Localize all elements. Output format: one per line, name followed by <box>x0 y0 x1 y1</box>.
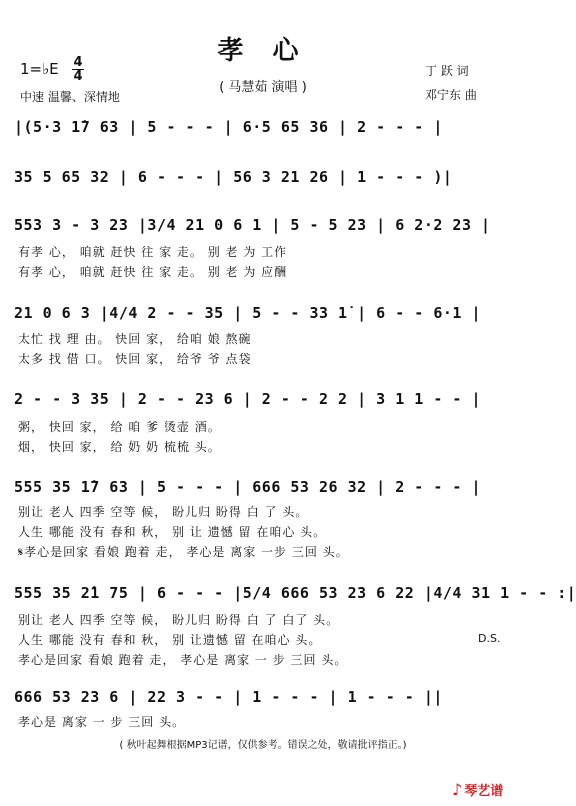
singer-credit: ( 马慧茹 演唱 ) <box>219 80 307 95</box>
transcription-note: ( 秋叶起舞根据MP3记谱，仅供参考。错误之处，敬请批评指正。) <box>119 740 407 751</box>
site-logo[interactable] <box>452 780 503 799</box>
time-signature <box>72 56 84 83</box>
dal-segno-mark: D.S. <box>478 632 501 645</box>
lyric-line: 𝄋孝心是回家 看娘 跑着 走， 孝心是 离家 一步 三回 头。 <box>18 545 349 559</box>
key-signature: 1=♭E <box>20 60 59 78</box>
score-line-6: 555 35 1̇7 63 | 5 - - - | 666 53 26 32 | 2 - - - | <box>14 478 482 496</box>
tempo-marking: 中速 温馨、深情地 <box>20 90 120 104</box>
composer: 邓宁东 曲 <box>425 88 477 102</box>
lyric-line: 孝心是回家 看娘 跑着 走， 孝心是 离家 一 步 三回 头。 <box>18 653 348 667</box>
music-note-icon: ♪ <box>452 780 463 799</box>
lyric-line: 烟， 快回 家， 给 奶 奶 梳梳 头。 <box>18 440 221 454</box>
score-line-1: |(5·3 1̇7 63 | 5 - - - | 6·5 65 36 | 2 - - - | <box>14 118 443 136</box>
lyric-line: 粥， 快回 家， 给 咱 爹 烫壶 酒。 <box>18 420 221 434</box>
lyric-line: 别让 老人 四季 空等 候， 盼儿归 盼得 白 了 头。 <box>18 505 309 519</box>
lyric-line: 别让 老人 四季 空等 候， 盼儿归 盼得 白 了 白了 头。 <box>18 613 340 627</box>
score-line-3: 553 3 - 3 23 |3/4 21 0 6 1 | 5 - 5 23 | 6 2·2 23 | <box>14 216 491 234</box>
lyricist: 丁 跃 词 <box>425 64 469 78</box>
song-title: 孝 心 <box>217 36 309 66</box>
score-line-2: 35 5 65 32 | 6 - - - | 56 3 21 26 | 1 - - - )| <box>14 168 453 186</box>
lyric-line: 有孝 心， 咱就 赶快 往 家 走。 别 老 为 工作 <box>18 245 288 259</box>
lyric-line: 孝心是 离家 一 步 三回 头。 <box>18 715 186 729</box>
site-logo-text: 琴艺谱 <box>464 784 504 799</box>
score-line-8: 666 53 23 6 | 22 3 - - | 1 - - - | 1 - - - || <box>14 688 443 706</box>
lyric-line: 太忙 找 理 由。 快回 家， 给咱 娘 熬碗 <box>18 332 252 346</box>
score-line-4: 21 0 6 3 |4/4 2 - - 35 | 5 - - 33 1̇ | 6 - - 6·1 | <box>14 304 482 322</box>
lyric-line: 太多 找 借 口。 快回 家， 给爷 爷 点袋 <box>18 352 252 366</box>
lyric-line: 有孝 心， 咱就 赶快 往 家 走。 别 老 为 应酬 <box>18 265 288 279</box>
lyric-line: 人生 哪能 没有 春和 秋， 别 让遗憾 留 在咱心 头。 <box>18 633 322 647</box>
time-signature-bottom: 4 <box>73 69 83 84</box>
time-signature-top: 4 <box>73 55 83 70</box>
score-line-7: 555 35 2̇1 75 | 6 - - - |5/4 666 53 23 6 22 |4/4 31 1 - - :| <box>14 584 576 602</box>
lyric-line: 人生 哪能 没有 春和 秋， 别 让 遗憾 留 在咱心 头。 <box>18 525 327 539</box>
score-line-5: 2 - - 3 35 | 2 - - 23 6 | 2 - - 2 2 | 3 1 1 - - | <box>14 390 482 408</box>
